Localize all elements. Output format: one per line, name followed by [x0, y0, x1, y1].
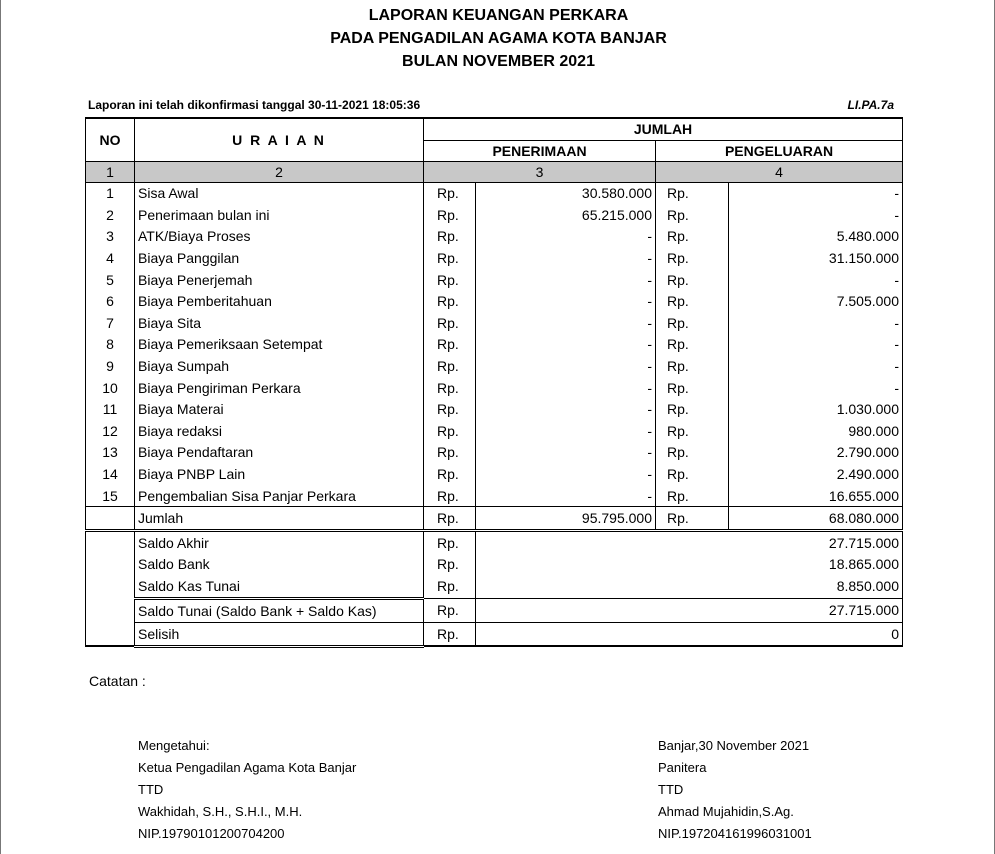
row-uraian: Sisa Awal: [135, 182, 424, 204]
table-row: [86, 485, 903, 507]
currency-label: Rp.: [424, 463, 476, 485]
currency-label: Rp.: [424, 377, 476, 399]
saldo-row: [86, 532, 903, 554]
signature-left: [138, 735, 356, 845]
report-title-line3: BULAN NOVEMBER 2021: [402, 53, 595, 70]
table-row: [86, 204, 903, 226]
saldo-tunai-value: 27.715.000: [476, 598, 903, 622]
currency-label: Rp.: [424, 507, 476, 530]
row-uraian: Biaya Materai: [135, 398, 424, 420]
row-no: 14: [86, 463, 135, 485]
currency-label: Rp.: [656, 463, 729, 485]
financial-report-table: [85, 117, 903, 648]
row-no: 5: [86, 269, 135, 291]
currency-label: Rp.: [656, 312, 729, 334]
row-pengeluaran: 980.000: [729, 420, 903, 442]
selisih-no: [86, 622, 135, 646]
row-no: 8: [86, 334, 135, 356]
row-no: 3: [86, 226, 135, 248]
currency-label: Rp.: [424, 290, 476, 312]
table-row: [86, 398, 903, 420]
row-uraian: Biaya Pemberitahuan: [135, 290, 424, 312]
header-pengeluaran: PENGELUARAN: [656, 140, 903, 161]
row-pengeluaran: -: [729, 355, 903, 377]
row-no: 9: [86, 355, 135, 377]
jumlah-pengeluaran: 68.080.000: [729, 507, 903, 530]
row-no: 13: [86, 442, 135, 464]
currency-label: Rp.: [656, 204, 729, 226]
currency-label: Rp.: [424, 442, 476, 464]
currency-label: Rp.: [656, 182, 729, 204]
currency-label: Rp.: [424, 226, 476, 248]
header-uraian: U R A I A N: [135, 118, 424, 161]
sig-left-line1: Mengetahui:: [138, 738, 210, 753]
currency-label: Rp.: [424, 334, 476, 356]
sig-right-name: Ahmad Mujahidin,S.Ag.: [658, 804, 794, 819]
signature-right: [658, 735, 812, 845]
report-code: LI.PA.7a: [847, 98, 894, 112]
saldo-row: [86, 554, 903, 576]
table-row: [86, 269, 903, 291]
row-pengeluaran: 2.490.000: [729, 463, 903, 485]
saldo-label: Saldo Akhir: [135, 532, 424, 554]
saldo-tunai-no: [86, 598, 135, 622]
currency-label: Rp.: [424, 247, 476, 269]
row-pengeluaran: 1.030.000: [729, 398, 903, 420]
sig-right-line2: Panitera: [658, 760, 707, 775]
row-penerimaan: -: [476, 247, 656, 269]
sig-left-nip: NIP.19790101200704200: [138, 826, 285, 841]
row-penerimaan: -: [476, 398, 656, 420]
row-pengeluaran: -: [729, 269, 903, 291]
currency-label: Rp.: [656, 377, 729, 399]
row-pengeluaran: 5.480.000: [729, 226, 903, 248]
currency-label: Rp.: [424, 420, 476, 442]
row-penerimaan: -: [476, 420, 656, 442]
currency-label: Rp.: [656, 355, 729, 377]
row-penerimaan: -: [476, 377, 656, 399]
currency-label: Rp.: [656, 334, 729, 356]
table-row: [86, 226, 903, 248]
row-penerimaan: -: [476, 269, 656, 291]
table-row: [86, 290, 903, 312]
row-no: 10: [86, 377, 135, 399]
saldo-value: 8.850.000: [476, 575, 903, 598]
currency-label: Rp.: [656, 485, 729, 507]
header-jumlah: JUMLAH: [424, 118, 903, 140]
table-row: [86, 463, 903, 485]
row-penerimaan: -: [476, 463, 656, 485]
row-pengeluaran: -: [729, 312, 903, 334]
table-row: [86, 420, 903, 442]
row-no: 11: [86, 398, 135, 420]
colnum-1: 1: [86, 161, 135, 182]
currency-label: Rp.: [424, 398, 476, 420]
colnum-4: 4: [656, 161, 903, 182]
saldo-tunai-row: [86, 598, 903, 622]
header-no: NO: [86, 118, 135, 161]
row-penerimaan: -: [476, 312, 656, 334]
currency-label: Rp.: [424, 355, 476, 377]
sig-left-name: Wakhidah, S.H., S.H.I., M.H.: [138, 804, 303, 819]
row-uraian: Biaya Sumpah: [135, 355, 424, 377]
row-no: 4: [86, 247, 135, 269]
sig-right-line1: Banjar,30 November 2021: [658, 738, 810, 753]
row-penerimaan: -: [476, 485, 656, 507]
saldo-no: [86, 532, 135, 554]
currency-label: Rp.: [424, 598, 476, 622]
selisih-label: Selisih: [135, 622, 424, 646]
row-pengeluaran: 16.655.000: [729, 485, 903, 507]
row-uraian: Pengembalian Sisa Panjar Perkara: [135, 485, 424, 507]
sig-right-line3: TTD: [658, 782, 684, 797]
row-uraian: Biaya Penerjemah: [135, 269, 424, 291]
row-uraian: Biaya redaksi: [135, 420, 424, 442]
currency-label: Rp.: [424, 312, 476, 334]
saldo-label: Saldo Bank: [135, 554, 424, 576]
row-penerimaan: -: [476, 290, 656, 312]
currency-label: Rp.: [656, 269, 729, 291]
row-no: 7: [86, 312, 135, 334]
row-uraian: Biaya Sita: [135, 312, 424, 334]
table-row: [86, 377, 903, 399]
row-penerimaan: 65.215.000: [476, 204, 656, 226]
currency-label: Rp.: [424, 622, 476, 646]
table-row: [86, 182, 903, 204]
currency-label: Rp.: [424, 204, 476, 226]
report-title-line1: LAPORAN KEUANGAN PERKARA: [368, 7, 629, 24]
row-uraian: Biaya Pendaftaran: [135, 442, 424, 464]
saldo-value: 27.715.000: [476, 532, 903, 554]
table-row: [86, 247, 903, 269]
row-uraian: Biaya PNBP Lain: [135, 463, 424, 485]
colnum-3: 3: [424, 161, 656, 182]
row-pengeluaran: 31.150.000: [729, 247, 903, 269]
catatan-label: Catatan :: [89, 673, 146, 689]
currency-label: Rp.: [424, 182, 476, 204]
currency-label: Rp.: [424, 575, 476, 598]
table-row: [86, 312, 903, 334]
currency-label: Rp.: [656, 247, 729, 269]
row-penerimaan: -: [476, 226, 656, 248]
row-no: 1: [86, 182, 135, 204]
currency-label: Rp.: [656, 420, 729, 442]
currency-label: Rp.: [424, 269, 476, 291]
jumlah-penerimaan: 95.795.000: [476, 507, 656, 530]
saldo-row: [86, 575, 903, 598]
colnum-2: 2: [135, 161, 424, 182]
row-no: 15: [86, 485, 135, 507]
header-penerimaan: PENERIMAAN: [424, 140, 656, 161]
row-no: 6: [86, 290, 135, 312]
currency-label: Rp.: [656, 398, 729, 420]
table-row: [86, 442, 903, 464]
confirmation-text: Laporan ini telah dikonfirmasi tanggal 30-11-2021 18:05:36: [88, 98, 421, 112]
row-penerimaan: -: [476, 442, 656, 464]
selisih-value: 0: [476, 622, 903, 646]
row-pengeluaran: 7.505.000: [729, 290, 903, 312]
sig-left-line2: Ketua Pengadilan Agama Kota Banjar: [138, 760, 357, 775]
row-penerimaan: 30.580.000: [476, 182, 656, 204]
sig-left-line3: TTD: [138, 782, 164, 797]
saldo-label: Saldo Kas Tunai: [135, 575, 424, 598]
row-pengeluaran: -: [729, 204, 903, 226]
row-penerimaan: -: [476, 334, 656, 356]
row-uraian: Biaya Panggilan: [135, 247, 424, 269]
currency-label: Rp.: [656, 442, 729, 464]
row-uraian: Biaya Pemeriksaan Setempat: [135, 334, 424, 356]
row-pengeluaran: 2.790.000: [729, 442, 903, 464]
currency-label: Rp.: [656, 507, 729, 530]
table-row: [86, 334, 903, 356]
row-uraian: Biaya Pengiriman Perkara: [135, 377, 424, 399]
selisih-row: [86, 622, 903, 646]
currency-label: Rp.: [424, 532, 476, 554]
currency-label: Rp.: [656, 290, 729, 312]
row-no: 12: [86, 420, 135, 442]
jumlah-label: Jumlah: [135, 507, 424, 530]
row-pengeluaran: -: [729, 334, 903, 356]
currency-label: Rp.: [656, 226, 729, 248]
jumlah-no: [86, 507, 135, 530]
row-uraian: Penerimaan bulan ini: [135, 204, 424, 226]
row-uraian: ATK/Biaya Proses: [135, 226, 424, 248]
table-row: [86, 355, 903, 377]
currency-label: Rp.: [424, 485, 476, 507]
row-pengeluaran: -: [729, 377, 903, 399]
sig-right-nip: NIP.197204161996031001: [658, 826, 812, 841]
row-pengeluaran: -: [729, 182, 903, 204]
currency-label: Rp.: [424, 554, 476, 576]
row-penerimaan: -: [476, 355, 656, 377]
saldo-no: [86, 554, 135, 576]
saldo-tunai-label: Saldo Tunai (Saldo Bank + Saldo Kas): [135, 598, 424, 622]
saldo-no: [86, 575, 135, 598]
saldo-value: 18.865.000: [476, 554, 903, 576]
report-title-line2: PADA PENGADILAN AGAMA KOTA BANJAR: [330, 30, 667, 47]
jumlah-row: [86, 507, 903, 530]
row-no: 2: [86, 204, 135, 226]
